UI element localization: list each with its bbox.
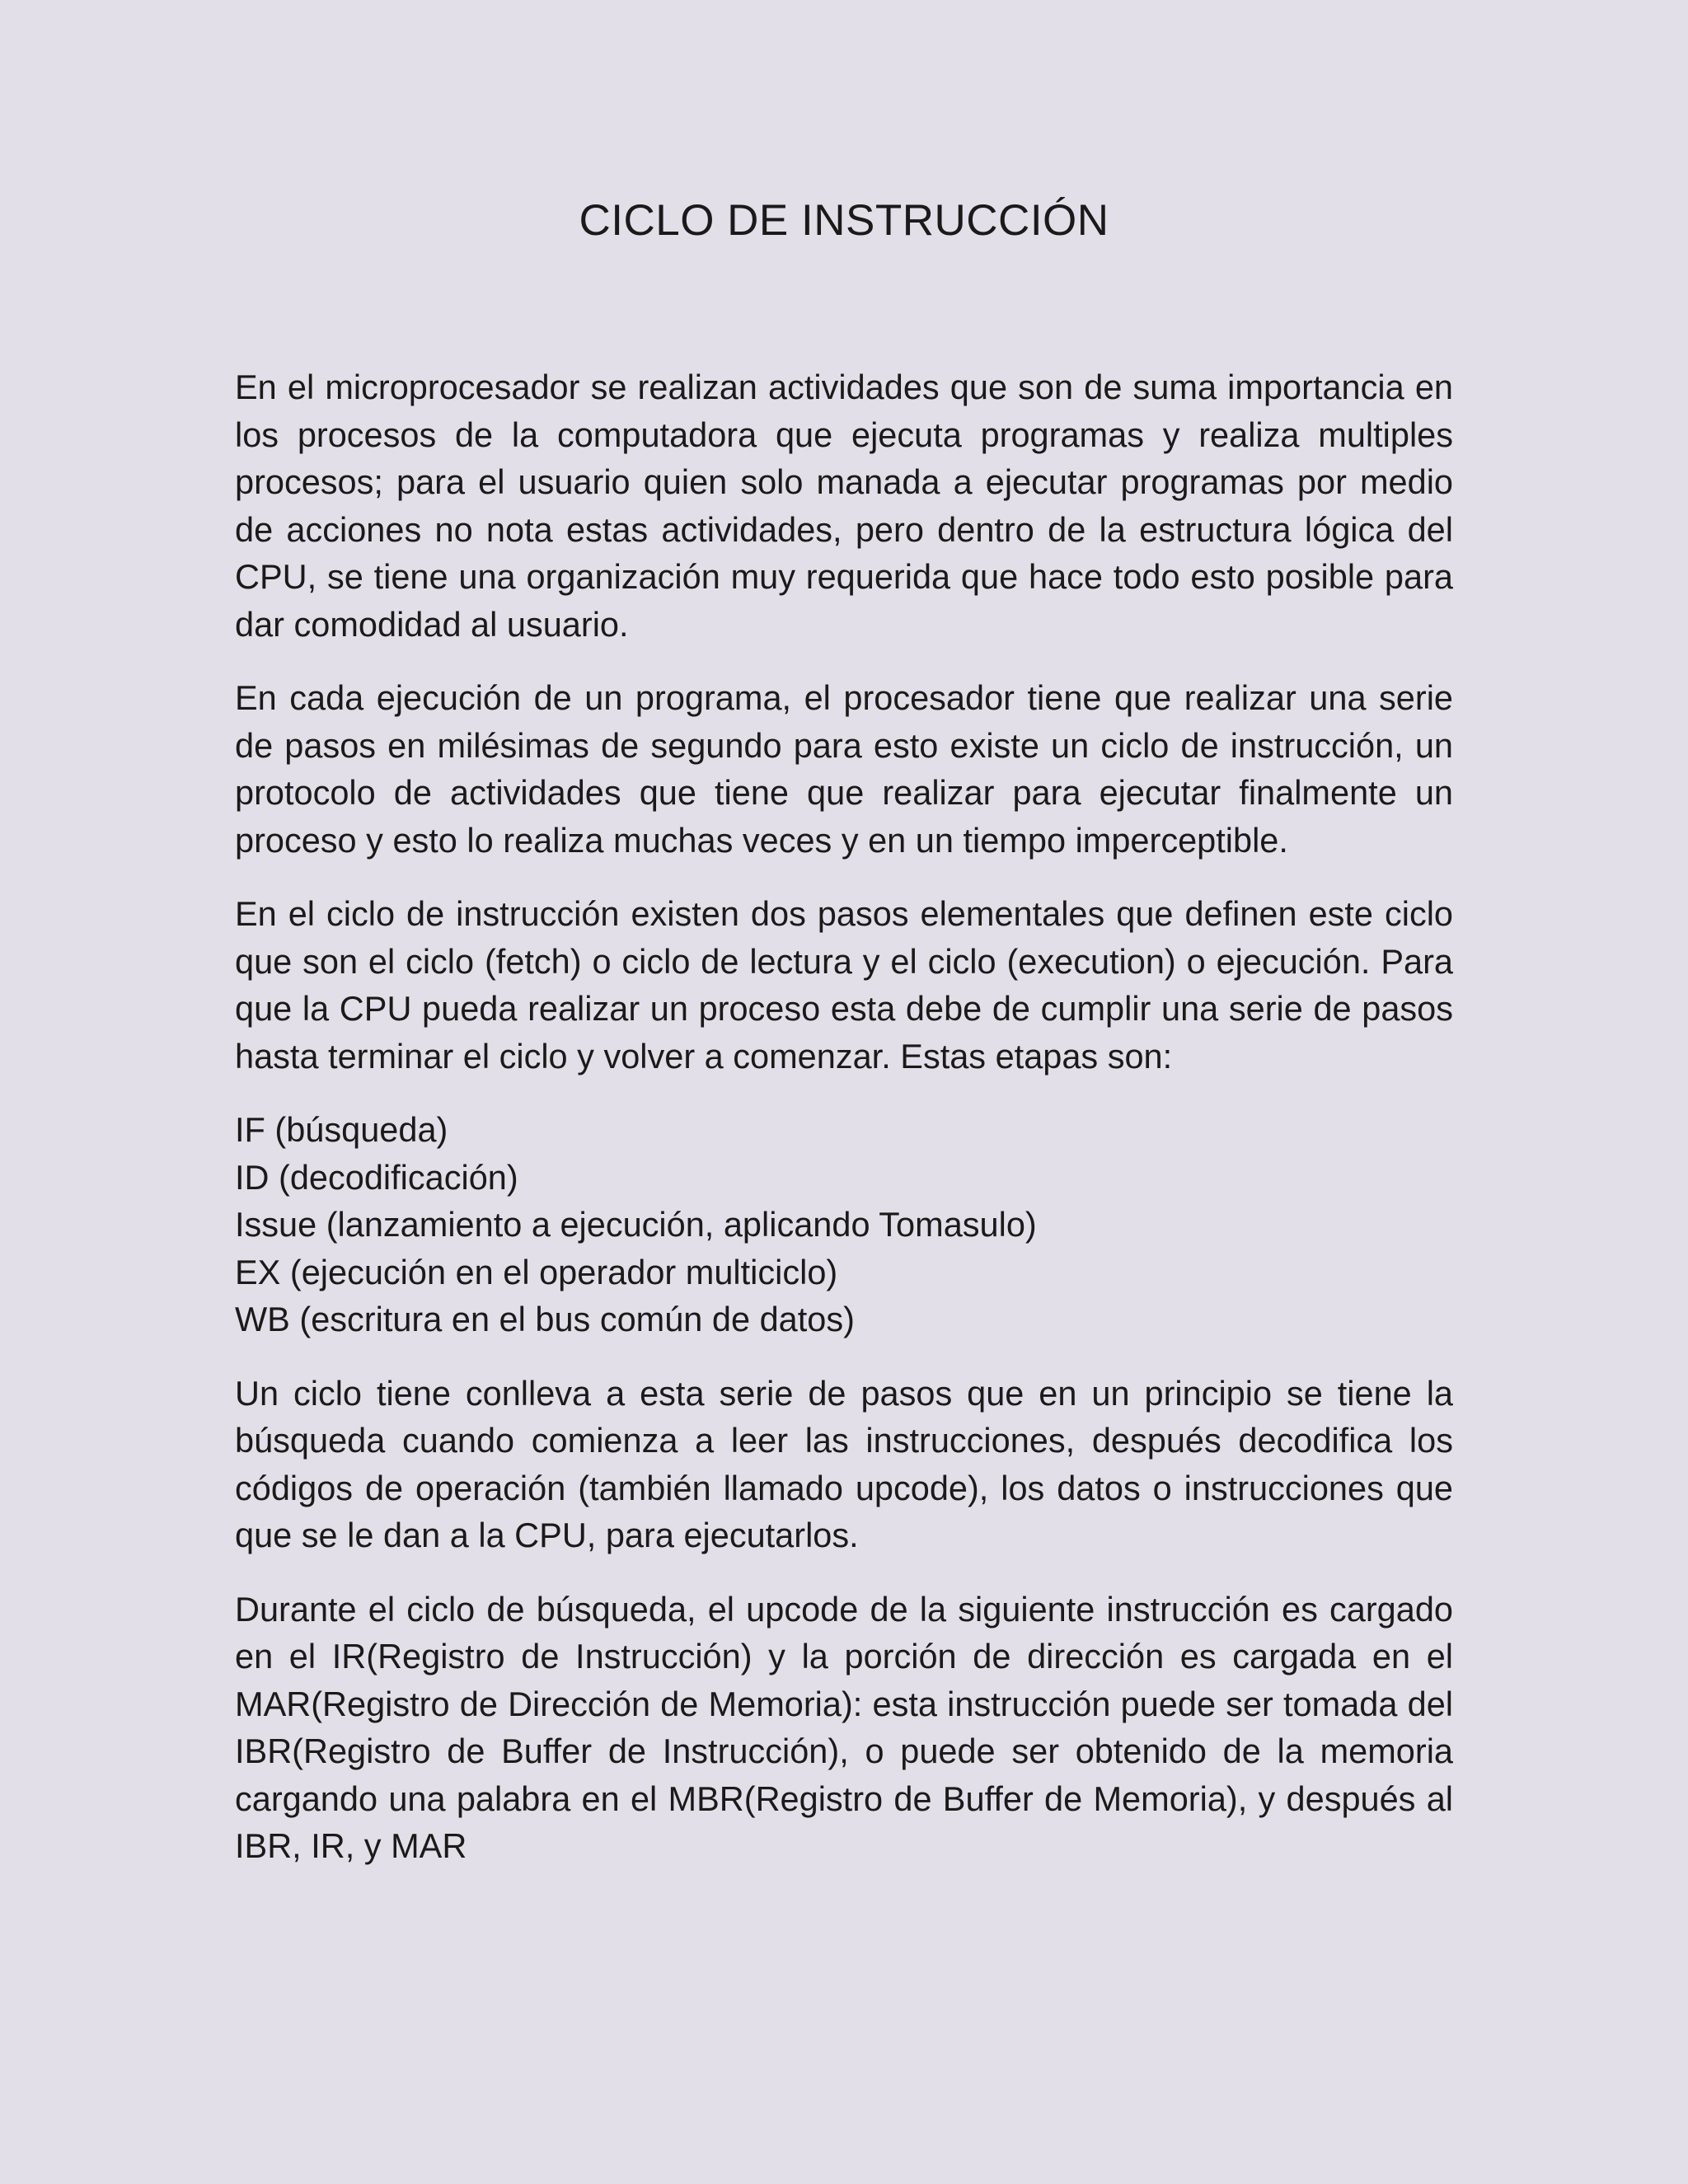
document-body <box>235 363 1453 1896</box>
paragraph-execution: En cada ejecución de un programa, el procesador tiene que realizar una serie de pasos en milésimas de segundo para esto existe un ciclo de instrucción, un protocolo de actividades que tiene que realizar para ejecutar finalmente un proceso y esto lo realiza muchas veces y en un tiempo imperceptible. <box>235 678 1453 860</box>
stages-list <box>235 1106 1453 1343</box>
stage-item-ex: EX (ejecución en el operador multiciclo) <box>235 1252 838 1291</box>
paragraph-fetch-cycle: Durante el ciclo de búsqueda, el upcode de la siguiente instrucción es cargado en el IR(Registro de Instrucción) y la porción de dirección es cargada en el MAR(Registro de Dirección de Memoria): esta instrucción puede ser tomada del IBR(Registro de Buffer de Instrucción), o puede ser obtenido de la memoria cargando una palabra en el MBR(Registro de Buffer de Memoria), y después al IBR, IR, y MAR <box>235 1589 1453 1865</box>
paragraph-cycle-summary: Un ciclo tiene conlleva a esta serie de pasos que en un principio se tiene la búsqueda cuando comienza a leer las instrucciones, después decodifica los códigos de operación (también llamado upcode), los datos o instrucciones que que se le dan a la CPU, para ejecutarlos. <box>235 1373 1453 1554</box>
document-title: CICLO DE INSTRUCCIÓN <box>579 196 1109 245</box>
stage-item-wb: WB (escritura en el bus común de datos) <box>235 1300 855 1338</box>
stage-item-if: IF (búsqueda) <box>235 1110 448 1149</box>
stage-item-issue: Issue (lanzamiento a ejecución, aplicando Tomasulo) <box>235 1205 1037 1244</box>
paragraph-cycle-steps: En el ciclo de instrucción existen dos pasos elementales que definen este ciclo que son el ciclo (fetch) o ciclo de lectura y el ciclo (execution) o ejecución. Para que la CPU pueda realizar un proceso esta debe de cumplir una serie de pasos hasta terminar el ciclo y volver a comenzar. Estas etapas son: <box>235 894 1453 1076</box>
paragraph-intro: En el microprocesador se realizan actividades que son de suma importancia en los procesos de la computadora que ejecuta programas y realiza multiples procesos; para el usuario quien solo manada a ejecutar programas por medio de acciones no nota estas actividades, pero dentro de la estructura lógica del CPU, se tiene una organización muy requerida que hace todo esto posible para dar comodidad al usuario. <box>235 368 1453 644</box>
stage-item-id: ID (decodificación) <box>235 1157 518 1197</box>
